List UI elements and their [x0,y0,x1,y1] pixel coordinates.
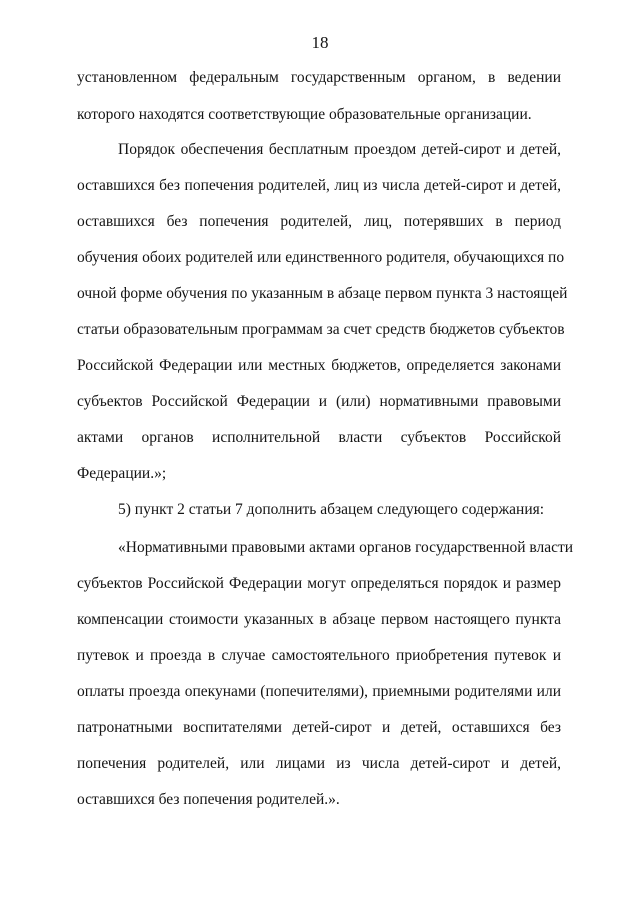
text-line: актами органов исполнительной власти субъектов Российской [77,429,561,446]
page-number: 18 [311,33,329,52]
text-line: «Нормативными правовыми актами органов государственной власти [118,539,574,556]
text-line: статьи образовательным программам за счет средств бюджетов субъектов [77,321,565,338]
text-line: оставшихся без попечения родителей.». [77,791,340,808]
text-line: оставшихся без попечения родителей, лиц, потерявших в период [77,213,561,230]
text-line: патронатными воспитателями детей-сирот и детей, оставшихся без [77,719,561,736]
text-line: Российской Федерации или местных бюджетов, определяется законами [77,357,561,374]
text-line: Федерации.»; [77,465,167,482]
text-line: субъектов Российской Федерации и (или) нормативными правовыми [77,393,561,410]
text-line: оставшихся без попечения родителей, лиц из числа детей-сирот и детей, [77,177,561,194]
text-line: Порядок обеспечения бесплатным проездом детей-сирот и детей, [118,141,561,158]
text-line: оплаты проезда опекунами (попечителями), приемными родителями или [77,683,561,700]
text-line: которого находятся соответствующие образовательные организации. [77,106,532,123]
text-line: компенсации стоимости указанных в абзаце первом настоящего пункта [77,611,561,628]
text-line: обучения обоих родителей или единственного родителя, обучающихся по [77,249,565,266]
text-line: субъектов Российской Федерации могут определяться порядок и размер [77,575,561,592]
text-line: путевок и проезда в случае самостоятельного приобретения путевок и [77,647,561,664]
text-line: попечения родителей, или лицами из числа детей-сирот и детей, [77,755,561,772]
text-line: установленном федеральным государственным органом, в ведении [77,69,561,86]
text-line: 5) пункт 2 статьи 7 дополнить абзацем следующего содержания: [118,501,545,518]
text-line: очной форме обучения по указанным в абзаце первом пункта 3 настоящей [77,285,568,302]
